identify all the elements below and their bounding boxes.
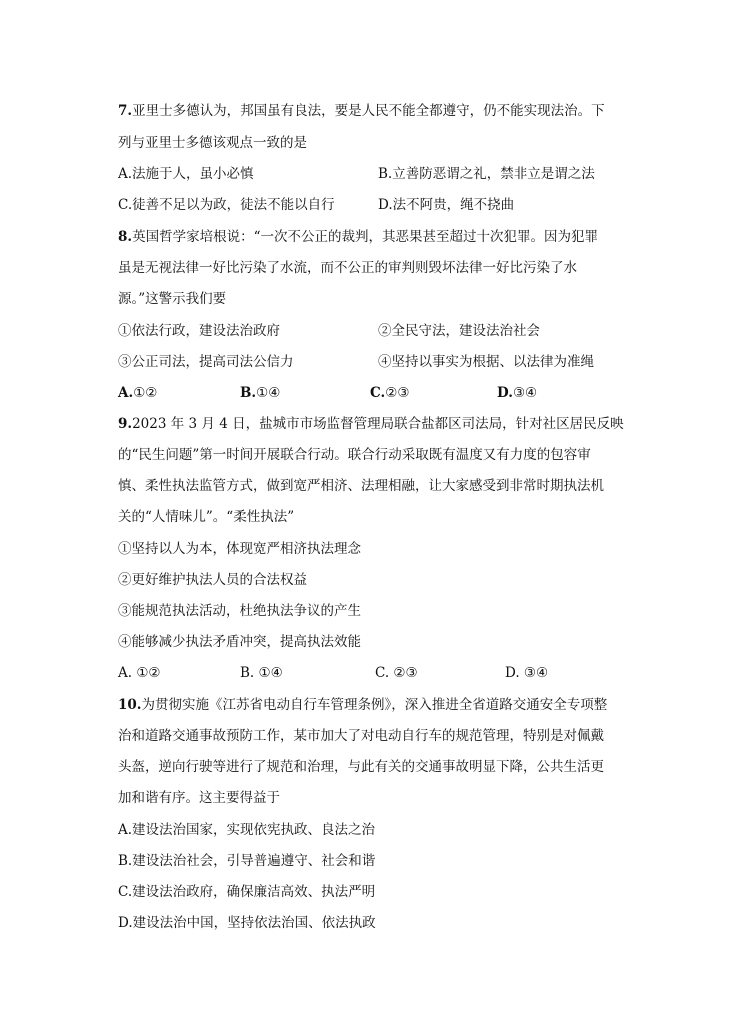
q9-stem-line2: 的“民生问题”第一时间开展联合行动。联合行动采取既有温度又有力度的包容审 xyxy=(118,447,591,463)
q9-stem-line1: 9.2023 年 3 月 4 日，盐城市市场监督管理局联合盐都区司法局，针对社区居民反映 xyxy=(118,416,624,432)
q10-stem-line1: 10.为贯彻实施《江苏省电动自行车管理条例》，深入推进全省道路交通安全专项整 xyxy=(118,697,608,713)
q9-number: 9. xyxy=(118,416,133,432)
q10-option-b: B.建设法治社会，引导普遍遵守、社会和谐 xyxy=(118,853,376,869)
q8-answer-c: C.②③ xyxy=(370,385,410,401)
q8-statement-4: ④坚持以事实为根据、以法律为准绳 xyxy=(378,354,594,370)
q9-answer-d: D. ③④ xyxy=(505,665,549,681)
q7-option-a: A.法施于人，虽小必慎 xyxy=(118,166,254,182)
q9-answer-a: A. ①② xyxy=(118,665,161,681)
q8-answer-a: A.①② xyxy=(118,385,158,401)
q9-statement-3: ③能规范执法活动，杜绝执法争议的产生 xyxy=(118,603,361,619)
q7-option-b: B.立善防恶谓之礼，禁非立是谓之法 xyxy=(378,166,595,182)
q8-statement-2: ②全民守法，建设法治社会 xyxy=(378,323,540,339)
q9-statement-1: ①坚持以人为本，体现宽严相济执法理念 xyxy=(118,541,361,557)
q8-stem-line3: 源。”这警示我们要 xyxy=(118,291,227,307)
q7-stem-line1: 7.亚里士多德认为，邦国虽有良法，要是人民不能全都遵守，仍不能实现法治。下 xyxy=(118,103,605,119)
q9-statement-2: ②更好维护执法人员的合法权益 xyxy=(118,572,307,588)
q10-option-a: A.建设法治国家，实现依宪执政、良法之治 xyxy=(118,822,376,838)
q10-number: 10. xyxy=(118,697,142,713)
q7-number: 7. xyxy=(118,103,133,119)
q9-answer-c: C. ②③ xyxy=(375,665,418,681)
q8-stem-line2: 虽是无视法律一好比污染了水流，而不公正的审判则毁坏法律一好比污染了水 xyxy=(118,260,577,276)
q8-statement-3: ③公正司法，提高司法公信力 xyxy=(118,354,294,370)
q7-stem-line2: 列与亚里士多德该观点一致的是 xyxy=(118,135,307,151)
q9-stem-line3: 慎、柔性执法监管方式，做到宽严相济、法理相融，让大家感受到非常时期执法机 xyxy=(118,478,604,494)
q9-answer-b: B. ①④ xyxy=(240,665,283,681)
q10-stem-line2: 治和道路交通事故预防工作，某市加大了对电动自行车的规范管理，特别是对佩戴 xyxy=(118,728,604,744)
q7-option-d: D.法不阿贵，绳不挠曲 xyxy=(378,197,515,213)
q7-option-c: C.徒善不足以为政，徒法不能以自行 xyxy=(118,197,335,213)
q8-statement-1: ①依法行政，建设法治政府 xyxy=(118,323,280,339)
q10-option-d: D.建设法治中国，坚持依法治国、依法执政 xyxy=(118,915,376,931)
q8-answer-b: B.①④ xyxy=(240,385,281,401)
q9-stem-line4: 关的“人情味儿”。“柔性执法” xyxy=(118,509,295,525)
q8-answer-d: D.③④ xyxy=(497,385,538,401)
q10-option-c: C.建设法治政府，确保廉洁高效、执法严明 xyxy=(118,884,376,900)
q8-stem-line1: 8.英国哲学家培根说：“一次不公正的裁判，其恶果甚至超过十次犯罪。因为犯罪 xyxy=(118,229,598,245)
q10-stem-line3: 头盔，逆向行驶等进行了规范和治理，与此有关的交通事故明显下降，公共生活更 xyxy=(118,759,604,775)
q10-stem-line4: 加和谐有序。这主要得益于 xyxy=(118,790,280,806)
q9-statement-4: ④能够减少执法矛盾冲突，提高执法效能 xyxy=(118,634,361,650)
q8-number: 8. xyxy=(118,229,133,245)
